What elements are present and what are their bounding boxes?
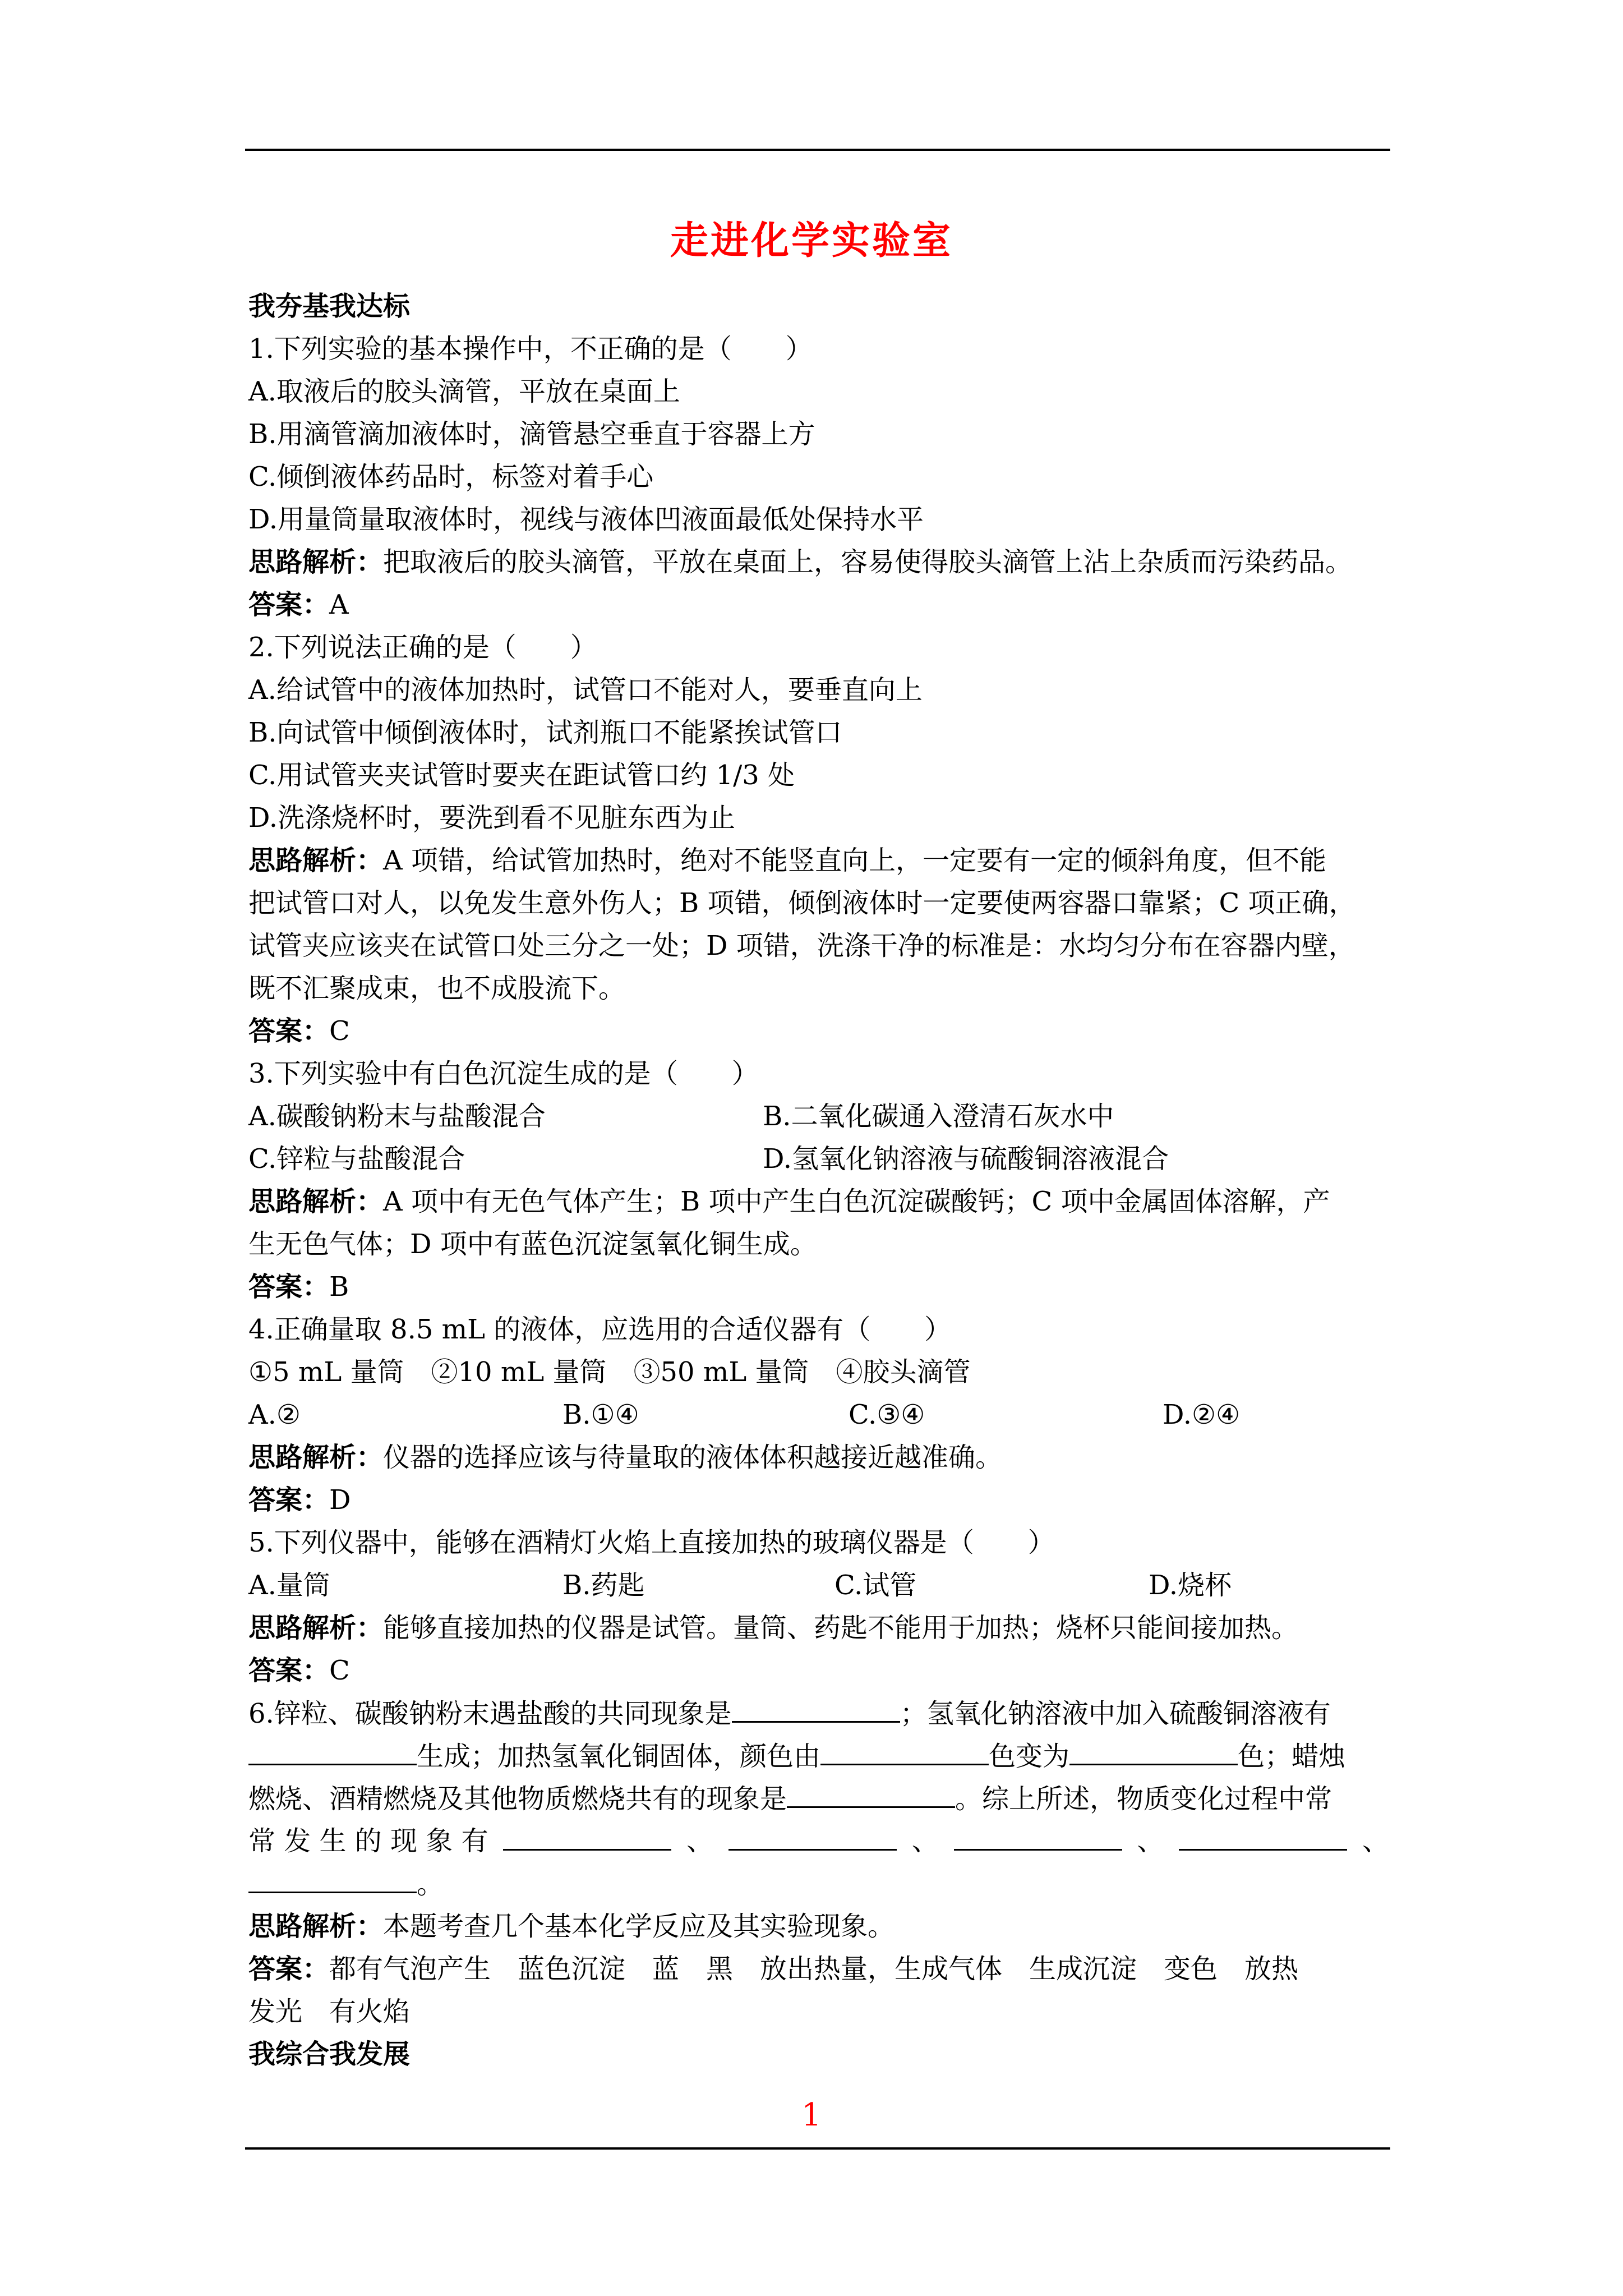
q6-blank-1[interactable] — [732, 1692, 900, 1723]
analysis-label: 思路解析： — [248, 1911, 384, 1942]
q4-option-d: D.②④ — [1163, 1399, 1241, 1430]
q6-blank-5[interactable] — [787, 1777, 955, 1808]
q6-separator: 、 — [1137, 1825, 1164, 1857]
q4-option-b: B.①④ — [562, 1399, 639, 1430]
q4-analysis — [248, 1436, 1389, 1479]
document-body — [248, 285, 1389, 2076]
answer-text: D — [329, 1484, 351, 1516]
page-number: 1 — [801, 2097, 822, 2133]
q2-option-b: B.向试管中倾倒液体时，试剂瓶口不能紧挨试管口 — [248, 717, 842, 748]
q6-blank-3[interactable] — [820, 1734, 989, 1765]
q4-option-a: A.② — [248, 1399, 301, 1430]
q1-answer — [248, 583, 1389, 626]
analysis-label: 思路解析： — [248, 845, 384, 876]
q5-options-row — [248, 1564, 1389, 1607]
q4-items: ①5 mL 量筒 ②10 mL 量筒 ③50 mL 量筒 ④胶头滴管 — [248, 1356, 971, 1388]
q6-line-5 — [248, 1862, 1389, 1905]
answer-label: 答案： — [248, 1484, 330, 1516]
q2-answer — [248, 1010, 1389, 1052]
q6-answer-line-2: 发光 有火焰 — [248, 1996, 411, 2027]
q3-analysis-line-1 — [248, 1180, 1389, 1223]
q6-text: ；氢氧化钠溶液中加入硫酸铜溶液有 — [900, 1698, 1331, 1729]
q3-options-row-1 — [248, 1095, 1389, 1138]
q6-text: 燃烧、酒精燃烧及其他物质燃烧共有的现象是 — [248, 1783, 787, 1815]
analysis-text: 本题考查几个基本化学反应及其实验现象。 — [383, 1911, 895, 1942]
q3-answer — [248, 1266, 1389, 1308]
q1-stem: 1.下列实验的基本操作中，不正确的是（ ） — [248, 333, 813, 365]
q3-option-c: C.锌粒与盐酸混合 — [248, 1143, 465, 1175]
q5-option-d: D.烧杯 — [1149, 1570, 1232, 1601]
q4-option-c: C.③④ — [849, 1399, 925, 1430]
q2-analysis-line-1 — [248, 839, 1389, 882]
analysis-label: 思路解析： — [248, 1186, 384, 1217]
analysis-text: A 项错，给试管加热时，绝对不能竖直向上，一定要有一定的倾斜角度，但不能 — [383, 845, 1326, 876]
answer-label: 答案： — [248, 1015, 330, 1047]
q6-text: 色变为 — [989, 1741, 1070, 1772]
footer-rule — [245, 2147, 1390, 2150]
q2-stem: 2.下列说法正确的是（ ） — [248, 632, 597, 663]
q5-answer — [248, 1649, 1389, 1692]
q2-analysis-line-2: 把试管口对人，以免发生意外伤人；B 项错，倾倒液体时一定要使两容器口靠紧；C 项正确， — [248, 887, 1356, 919]
q4-answer — [248, 1479, 1389, 1521]
q3-option-d: D.氢氧化钠溶液与硫酸铜溶液混合 — [763, 1143, 1169, 1175]
q6-separator: 、 — [1362, 1825, 1389, 1857]
q1-option-d: D.用量筒量取液体时，视线与液体凹液面最低处保持水平 — [248, 504, 924, 535]
analysis-text: 把取液后的胶头滴管，平放在桌面上，容易使得胶头滴管上沾上杂质而污染药品。 — [383, 546, 1353, 578]
q3-option-a: A.碳酸钠粉末与盐酸混合 — [248, 1101, 546, 1132]
analysis-label: 思路解析： — [248, 1442, 384, 1473]
q5-option-b: B.药匙 — [562, 1570, 645, 1601]
q6-line-4 — [248, 1820, 1389, 1862]
answer-label: 答案： — [248, 589, 330, 620]
q6-text: 色；蜡烛 — [1238, 1741, 1346, 1772]
q6-text: 常 发 生 的 现 象 有 — [248, 1825, 488, 1857]
q4-stem: 4.正确量取 8.5 mL 的液体，应选用的合适仪器有（ ） — [248, 1314, 952, 1345]
q6-line-1 — [248, 1692, 1389, 1734]
answer-text: B — [329, 1271, 349, 1303]
q6-separator: 、 — [686, 1825, 714, 1857]
answer-label: 答案： — [248, 1953, 330, 1985]
q6-blank-10[interactable] — [248, 1862, 417, 1893]
q6-text: 生成；加热氢氧化铜固体，颜色由 — [417, 1741, 821, 1772]
q6-line-2 — [248, 1734, 1389, 1777]
q6-text: 。综上所述，物质变化过程中常 — [955, 1783, 1332, 1815]
analysis-text: A 项中有无色气体产生；B 项中产生白色沉淀碳酸钙；C 项中金属固体溶解，产 — [383, 1186, 1330, 1217]
q3-analysis-line-2: 生无色气体；D 项中有蓝色沉淀氢氧化铜生成。 — [248, 1228, 817, 1260]
q6-blank-4[interactable] — [1069, 1734, 1238, 1765]
q3-option-b: B.二氧化碳通入澄清石灰水中 — [763, 1101, 1114, 1132]
analysis-label: 思路解析： — [248, 546, 384, 578]
q3-stem: 3.下列实验中有白色沉淀生成的是（ ） — [248, 1058, 759, 1089]
q6-separator: 、 — [911, 1825, 939, 1857]
q1-analysis — [248, 541, 1389, 583]
answer-label: 答案： — [248, 1271, 330, 1303]
q6-blank-9[interactable] — [1179, 1820, 1347, 1851]
analysis-text: 能够直接加热的仪器是试管。量筒、药匙不能用于加热；烧杯只能间接加热。 — [383, 1612, 1299, 1644]
q6-line-3 — [248, 1777, 1389, 1820]
q5-stem: 5.下列仪器中，能够在酒精灯火焰上直接加热的玻璃仪器是（ ） — [248, 1527, 1055, 1558]
q2-option-c: C.用试管夹夹试管时要夹在距试管口约 1/3 处 — [248, 760, 795, 791]
section-heading: 我综合我发展 — [248, 2039, 411, 2070]
q6-answer-line-1 — [248, 1948, 1389, 1990]
q6-blank-2[interactable] — [248, 1734, 417, 1765]
q2-analysis-line-3: 试管夹应该夹在试管口处三分之一处；D 项错，洗涤干净的标准是：水均匀分布在容器内壁， — [248, 930, 1355, 961]
answer-text: C — [329, 1015, 350, 1047]
q4-options-row — [248, 1393, 1389, 1436]
analysis-text: 仪器的选择应该与待量取的液体体积越接近越准确。 — [383, 1442, 1003, 1473]
analysis-label: 思路解析： — [248, 1612, 384, 1644]
q6-text: 。 — [417, 1869, 444, 1900]
q5-analysis — [248, 1607, 1389, 1649]
q1-option-b: B.用滴管滴加液体时，滴管悬空垂直于容器上方 — [248, 418, 815, 450]
answer-label: 答案： — [248, 1655, 330, 1686]
q5-option-a: A.量筒 — [248, 1570, 330, 1601]
answer-text: A — [329, 589, 349, 620]
q2-option-a: A.给试管中的液体加热时，试管口不能对人，要垂直向上 — [248, 674, 923, 706]
header-rule — [245, 149, 1390, 151]
q6-blank-7[interactable] — [728, 1820, 897, 1851]
q6-text: 6.锌粒、碳酸钠粉末遇盐酸的共同现象是 — [248, 1698, 732, 1729]
q6-analysis — [248, 1905, 1389, 1948]
page-title: 走进化学实验室 — [670, 218, 953, 263]
q5-option-c: C.试管 — [834, 1570, 917, 1601]
answer-text: C — [329, 1655, 350, 1686]
q1-option-a: A.取液后的胶头滴管，平放在桌面上 — [248, 376, 680, 407]
q3-options-row-2 — [248, 1138, 1389, 1180]
q2-analysis-line-4: 既不汇聚成束，也不成股流下。 — [248, 973, 626, 1004]
q6-blank-6[interactable] — [503, 1820, 671, 1851]
answer-text: 都有气泡产生 蓝色沉淀 蓝 黑 放出热量，生成气体 生成沉淀 变色 放热 — [329, 1953, 1299, 1985]
q6-blank-8[interactable] — [954, 1820, 1122, 1851]
section-heading: 我夯基我达标 — [248, 291, 411, 322]
q1-option-c: C.倾倒液体药品时，标签对着手心 — [248, 461, 654, 493]
q2-option-d: D.洗涤烧杯时，要洗到看不见脏东西为止 — [248, 802, 736, 834]
